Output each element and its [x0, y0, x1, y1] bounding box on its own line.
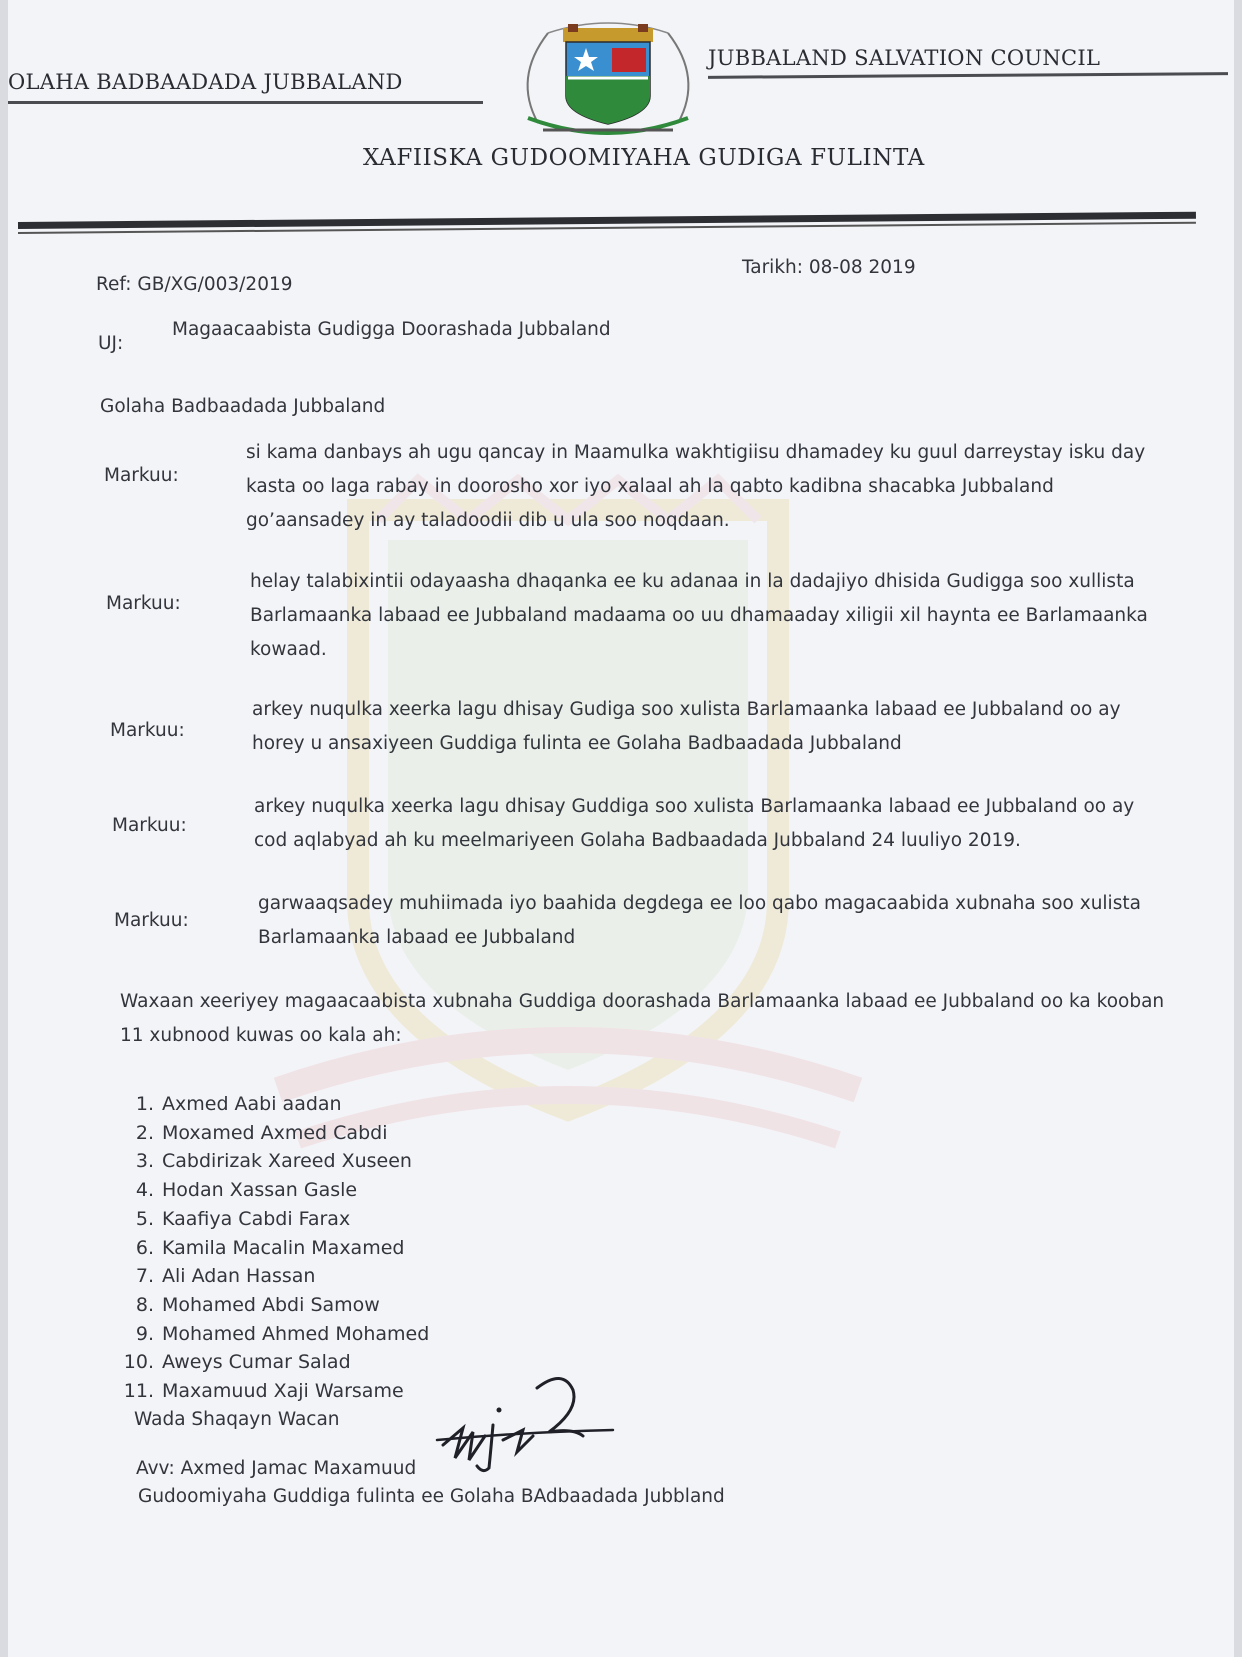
member-list-item: 11. Maxamuud Xaji Warsame: [123, 1380, 404, 1403]
clause-text: si kama danbays ah ugu qancay in Maamulka wakhtigiisu dhamadey ku guul darreystay isku day kasta oo laga rabay in doorosho xor iyo xalaal ah la qabto kadibna shacabka Jubbaland go’aansadey in ay taladoodii dib u ula soo noqdaan.: [246, 442, 1146, 531]
letter-page: [8, 0, 1234, 1657]
member-list-item: 4. Hodan Xassan Gasle: [135, 1179, 358, 1202]
member-list-item: 8. Mohamed Abdi Samow: [135, 1293, 380, 1316]
subject-label: UJ:: [98, 333, 124, 354]
signatory-title: Gudoomiyaha Guddiga fulinta ee Golaha BAdbaadada Jubbland: [138, 1486, 725, 1507]
member-list-item: 7. Ali Adan Hassan: [135, 1265, 316, 1288]
member-list-item: 1. Axmed Aabi aadan: [135, 1093, 342, 1115]
clause-label: Markuu:: [104, 465, 179, 486]
member-list-item: 2. Moxamed Axmed Cabdi: [135, 1121, 388, 1144]
sender-line: Golaha Badbaadada Jubbaland: [100, 396, 386, 417]
header-rule-left: [8, 101, 483, 104]
clause-label: Markuu:: [112, 815, 187, 836]
clause-label: Markuu:: [114, 910, 189, 931]
signature-icon: [433, 1370, 618, 1480]
member-list-item: 3. Cabdirizak Xareed Xuseen: [135, 1150, 412, 1173]
decision-statement: Waxaan xeeriyey magaacaabista xubnaha Guddiga doorashada Barlamaanka labaad ee Jubbaland oo ka kooban 11 xubnood kuwas oo kala ah:: [120, 991, 1165, 1046]
member-list-item: 10. Aweys Cumar Salad: [123, 1351, 351, 1374]
clause-text: arkey nuqulka xeerka lagu dhisay Guddiga soo xulista Barlamaanka labaad ee Jubbaland oo ay cod aqlabyad ah ku meelmariyeen Golaha Badbaadada Jubbaland 24 luuliyo 2019.: [254, 796, 1135, 851]
reference-number: Ref: GB/XG/003/2019: [96, 274, 293, 295]
signatory-name: Avv: Axmed Jamac Maxamuud: [136, 1458, 417, 1479]
clause-text: garwaaqsadey muhiimada iyo baahida degdega ee loo qabo magacaabida xubnaha soo xulista Barlamaanka labaad ee Jubbaland: [258, 893, 1141, 948]
clause-label: Markuu:: [110, 720, 185, 741]
member-list-item: 6. Kamila Macalin Maxamed: [135, 1236, 405, 1259]
office-title: XAFIISKA GUDOOMIYAHA GUDIGA FULINTA: [363, 145, 925, 171]
clause-label: Markuu:: [106, 593, 181, 614]
member-list-item: 9. Mohamed Ahmed Mohamed: [135, 1322, 430, 1345]
letter-date: Tarikh: 08-08 2019: [742, 257, 916, 278]
jubbaland-emblem-icon: [508, 18, 708, 138]
member-list: [120, 1090, 429, 1406]
closing-line: Wada Shaqayn Wacan: [134, 1409, 340, 1430]
council-name-somali: OLAHA BADBAADADA JUBBALAND: [8, 70, 403, 94]
council-name-english: JUBBALAND SALVATION COUNCIL: [708, 46, 1101, 70]
subject-text: Magaacaabista Gudigga Doorashada Jubbaland: [172, 319, 611, 340]
clause-text: helay talabixintii odayaasha dhaqanka ee ku adanaa in la dadajiyo dhisida Gudigga soo xullista Barlamaanka labaad ee Jubbaland madaama oo uu dhamaaday xiligii xil haynta ee Barlamaanka kowaad.: [250, 571, 1148, 660]
member-list-item: 5. Kaafiya Cabdi Farax: [135, 1207, 351, 1230]
header-rule-right: [708, 72, 1228, 79]
clause-text: arkey nuqulka xeerka lagu dhisay Gudiga soo xulista Barlamaanka labaad ee Jubbaland oo ay horey u ansaxiyeen Guddiga fulinta ee Golaha Badbaadada Jubbaland: [252, 699, 1121, 754]
